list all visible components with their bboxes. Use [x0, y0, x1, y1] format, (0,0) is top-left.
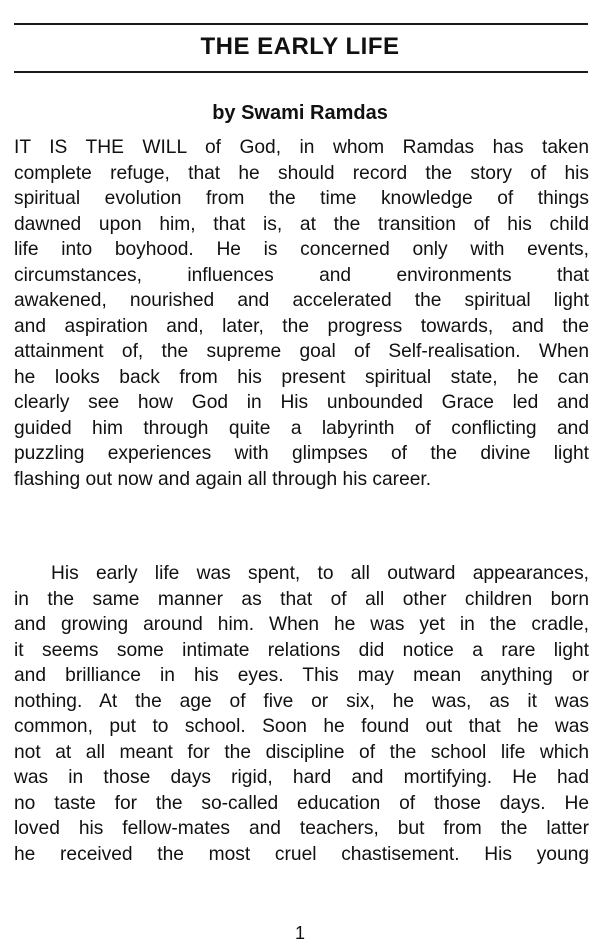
chapter-title: THE EARLY LIFE — [200, 33, 400, 60]
text-line: circumstances, influences and environments that — [14, 264, 589, 286]
text-line: puzzling experiences with glimpses of the divine light — [14, 443, 589, 464]
text-line: was in those days rigid, hard and mortifying. He had — [14, 767, 589, 788]
text-line: and aspiration and, later, the progress towards, and the — [14, 315, 589, 337]
text-line: he received the most cruel chastisement. His young — [14, 843, 589, 865]
text-line: IT IS THE WILL of God, in whom Ramdas has taken — [14, 137, 589, 158]
text-line: His early life was spent, to all outward appearances, — [51, 563, 589, 584]
text-line: dawned upon him, that is, at the transition of his child — [14, 213, 589, 235]
text-line: and growing around him. When he was yet in the cradle, — [14, 614, 589, 635]
text-line: nothing. At the age of five or six, he was, as it was — [14, 690, 589, 712]
text-line: not at all meant for the discipline of the school life which — [14, 741, 589, 763]
text-line: life into boyhood. He is concerned only with events, — [14, 239, 589, 260]
text-line: no taste for the so-called education of those days. He — [14, 792, 589, 814]
header-rule-top — [14, 23, 588, 25]
text-line: awakened, nourished and accelerated the spiritual light — [14, 290, 589, 311]
text-line: attainment of, the supreme goal of Self-realisation. When — [14, 341, 589, 362]
text-line: it seems some intimate relations did notice a rare light — [14, 639, 589, 661]
text-line: spiritual evolution from the time knowledge of things — [14, 188, 589, 209]
text-line: loved his fellow-mates and teachers, but from the latter — [14, 818, 589, 839]
page-number: 1 — [294, 923, 305, 943]
text-line: complete refuge, that he should record the story of his — [14, 162, 589, 184]
header-rule-bottom — [14, 71, 588, 73]
text-line: common, put to school. Soon he found out that he was — [14, 716, 589, 737]
text-line: in the same manner as that of all other children born — [14, 588, 589, 610]
paragraph-2 — [14, 561, 589, 867]
text-line: he looks back from his present spiritual state, he can — [14, 366, 589, 388]
text-line: guided him through quite a labyrinth of conflicting and — [14, 417, 589, 439]
paragraph-1 — [14, 135, 589, 492]
text-line: clearly see how God in His unbounded Grace led and — [14, 392, 589, 413]
text-line: flashing out now and again all through his career. — [14, 468, 432, 490]
author-byline: by Swami Ramdas — [212, 102, 388, 124]
text-line: and brilliance in his eyes. This may mean anything or — [14, 665, 589, 686]
